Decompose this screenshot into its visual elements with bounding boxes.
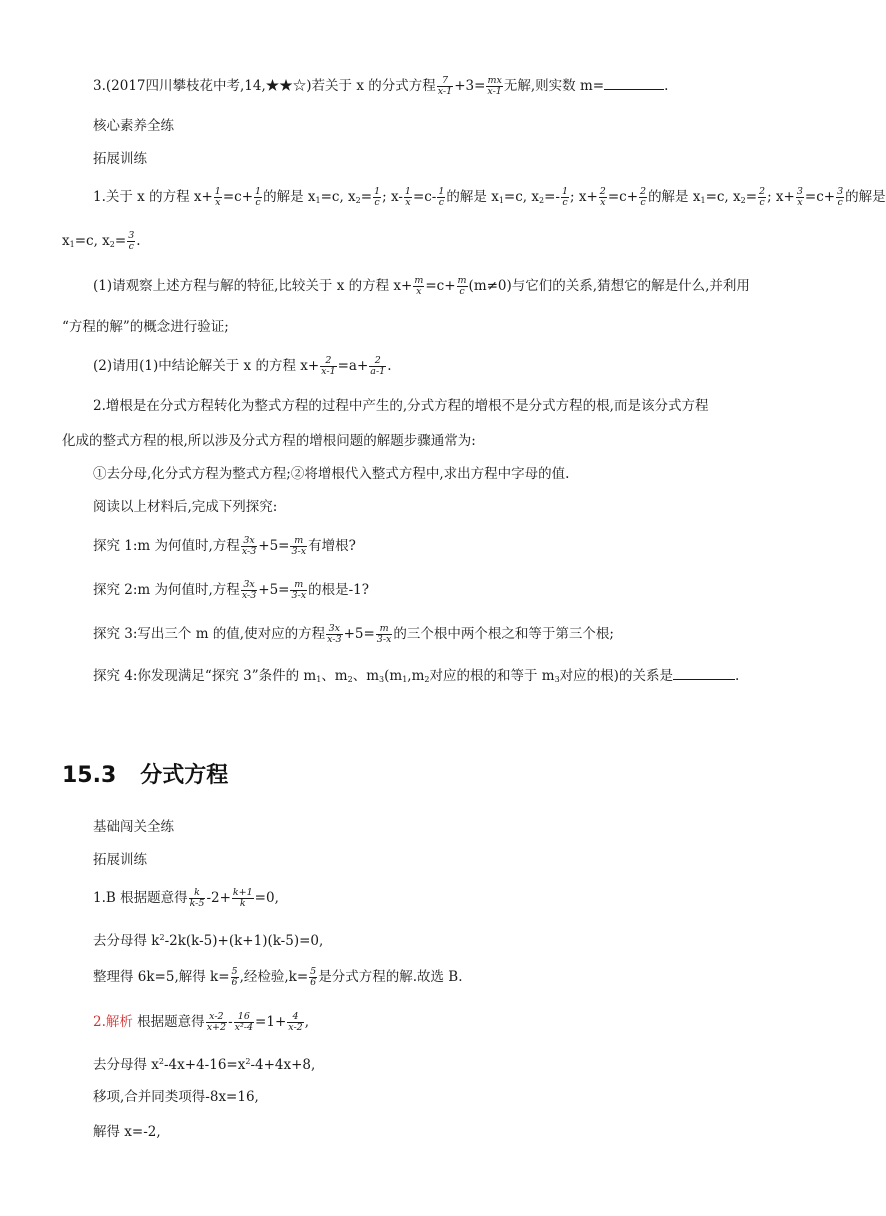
- denominator: x-3: [241, 590, 257, 601]
- text: -2+: [206, 890, 231, 906]
- denominator: x-1: [487, 86, 502, 97]
- numerator: 1: [438, 186, 445, 197]
- numerator: 1: [404, 186, 411, 197]
- fraction: [599, 187, 607, 208]
- text: .: [387, 358, 392, 374]
- text: 探究 1:m 为何值时,方程: [93, 538, 240, 554]
- denominator: 3-x: [291, 546, 307, 557]
- answer-1-line3: [93, 967, 808, 988]
- denominator: a-1: [370, 366, 386, 377]
- text: (m≠0)与它们的关系,猜想它的解是什么,并利用: [468, 278, 750, 294]
- fraction: [189, 888, 206, 909]
- subscript: 1: [498, 196, 504, 205]
- denominator: x: [797, 197, 803, 208]
- problem-1-part1: [93, 276, 808, 297]
- denominator: x: [413, 286, 424, 297]
- text: ,: [304, 1014, 310, 1030]
- subscript: 2: [355, 196, 361, 205]
- numerator: m: [457, 275, 467, 286]
- fraction: [206, 1012, 227, 1033]
- fraction: [232, 888, 254, 909]
- subscript: 2: [424, 675, 430, 684]
- text: =: [114, 233, 127, 249]
- fraction: [486, 76, 502, 97]
- text: 根据题意得: [132, 1014, 205, 1030]
- denominator: 6: [231, 977, 238, 988]
- subscript: 3: [554, 675, 560, 684]
- subscript: 1: [69, 240, 75, 249]
- section-heading-title: 分式方程: [140, 763, 229, 788]
- numerator: 3: [837, 186, 844, 197]
- numerator: 1: [561, 186, 569, 197]
- denominator: k: [232, 898, 254, 909]
- fraction: [231, 967, 239, 988]
- text: -4x+4-16=x: [164, 1057, 246, 1073]
- superscript: 2: [158, 1057, 164, 1066]
- numerator: 2: [374, 355, 381, 366]
- denominator: x-3: [327, 634, 342, 645]
- fraction: [309, 967, 317, 988]
- fraction: [437, 76, 453, 97]
- numerator: m: [414, 275, 424, 286]
- text: 有增根?: [308, 538, 356, 554]
- text: =c, x: [320, 189, 356, 205]
- explore-2: [93, 580, 808, 601]
- fraction: [241, 580, 257, 601]
- numerator: mx: [487, 75, 502, 86]
- section-heading: [62, 758, 228, 789]
- superscript: 2: [159, 933, 165, 942]
- numerator: 3: [796, 186, 803, 197]
- text: ; x-: [382, 189, 403, 205]
- text: 整理得 6k=5,解得 k=: [93, 969, 230, 985]
- fraction: [836, 187, 844, 208]
- text: 探究 2:m 为何值时,方程: [93, 582, 240, 598]
- text: 对应的根的和等于 m: [429, 668, 555, 684]
- fraction: [639, 187, 647, 208]
- answer-2-line2: [93, 1052, 808, 1075]
- denominator: c: [438, 197, 445, 208]
- subscript: 1: [402, 675, 408, 684]
- text: (2)请用(1)中结论解关于 x 的方程 x+: [93, 358, 320, 374]
- denominator: c: [255, 197, 261, 208]
- fraction: [234, 1012, 254, 1033]
- text: 的三个根中两个根之和等于第三个根;: [393, 626, 614, 642]
- subscript: 1: [315, 196, 321, 205]
- fraction: [127, 231, 135, 252]
- text: +3=: [454, 78, 486, 94]
- subscript: 2: [740, 196, 746, 205]
- text: 、m: [321, 668, 348, 684]
- fraction: [214, 187, 222, 208]
- subscript: 3: [379, 675, 385, 684]
- answer-2-line1: [93, 1012, 808, 1033]
- text: -2k(k-5)+(k+1)(k-5)=0,: [164, 933, 324, 949]
- text: =: [745, 189, 758, 205]
- text: .: [734, 668, 740, 684]
- denominator: x-3: [241, 546, 257, 557]
- text: x: [62, 233, 70, 249]
- fraction: [404, 187, 412, 208]
- problem-1-part2: [93, 356, 808, 377]
- fraction: [254, 187, 262, 208]
- text: (m: [384, 668, 403, 684]
- answer-1-line2: [93, 928, 808, 951]
- denominator: c: [128, 241, 134, 252]
- numerator: 1: [255, 186, 262, 197]
- numerator: 3x: [328, 623, 341, 634]
- text: 、m: [352, 668, 380, 684]
- numerator: k+1: [232, 887, 253, 898]
- denominator: c: [374, 197, 380, 208]
- answer-blank[interactable]: [673, 667, 735, 680]
- answer-2-line4: 解得 x=-2,: [93, 1124, 161, 1140]
- text: +5=: [343, 626, 375, 642]
- fraction: [369, 356, 386, 377]
- numerator: 2: [640, 186, 647, 197]
- answer-blank[interactable]: [604, 77, 664, 90]
- answer-1-line1: [93, 888, 808, 909]
- subscript: 2: [109, 240, 115, 249]
- text: ,经检验,k=: [239, 969, 309, 985]
- text: -4+4x+8,: [250, 1057, 316, 1073]
- numerator: m: [294, 579, 304, 590]
- denominator: x: [405, 197, 411, 208]
- denominator: x-2: [288, 1022, 303, 1033]
- explore-3: [93, 624, 808, 645]
- numerator: 7: [441, 75, 448, 86]
- numerator: 5: [310, 966, 317, 977]
- text: -: [228, 1014, 233, 1030]
- text: =c+: [222, 189, 254, 205]
- text: 3.(2017四川攀枝花中考,14,★★☆)若关于 x 的分式方程: [93, 78, 436, 94]
- text: 无解,则实数 m=: [503, 78, 605, 94]
- problem-1-part1-line2: “方程的解”的概念进行验证;: [62, 319, 229, 335]
- text: 的解是 x: [648, 189, 701, 205]
- text: 1.B 根据题意得: [93, 890, 188, 906]
- denominator: x+2: [206, 1022, 227, 1033]
- numerator: 2: [599, 186, 606, 197]
- fraction: [376, 624, 393, 645]
- text: +5=: [258, 582, 290, 598]
- text: .: [664, 78, 669, 94]
- text: 去分母得 k: [93, 933, 160, 949]
- section-title: 基础闯关全练: [93, 819, 174, 835]
- text: ; x+: [570, 189, 598, 205]
- subscript: 2: [539, 196, 545, 205]
- fraction: [373, 187, 381, 208]
- text: =c+: [804, 189, 836, 205]
- fraction: [290, 580, 307, 601]
- text: (1)请观察上述方程与解的特征,比较关于 x 的方程 x+: [93, 278, 413, 294]
- numerator: 2: [325, 355, 332, 366]
- fraction: [326, 624, 342, 645]
- text: =c-: [412, 189, 437, 205]
- fraction: [758, 187, 766, 208]
- fraction: [457, 276, 468, 297]
- numerator: x-2: [209, 1011, 224, 1022]
- numerator: 1: [374, 186, 381, 197]
- superscript: 2: [245, 1057, 251, 1066]
- subscript: 1: [316, 675, 322, 684]
- subscript: 1: [700, 196, 706, 205]
- text: =0,: [254, 890, 279, 906]
- text: +5=: [258, 538, 290, 554]
- problem-2-line4: 阅读以上材料后,完成下列探究:: [93, 499, 278, 515]
- analysis-label: 2.解析: [93, 1014, 133, 1030]
- section-subtitle: 拓展训练: [93, 852, 147, 868]
- text: =-: [544, 189, 560, 205]
- fraction: [290, 536, 307, 557]
- denominator: c: [640, 197, 646, 208]
- denominator: x: [215, 197, 221, 208]
- fraction: [241, 536, 257, 557]
- numerator: m: [294, 535, 304, 546]
- problem-2-line2: 化成的整式方程的根,所以涉及分式方程的增根问题的解题步骤通常为:: [62, 433, 476, 449]
- denominator: x²-4: [234, 1022, 254, 1033]
- text: ,m: [407, 668, 425, 684]
- text: =c, x: [705, 189, 741, 205]
- denominator: k-5: [189, 898, 205, 909]
- text: =a+: [337, 358, 369, 374]
- text: =c+: [425, 278, 456, 294]
- text: 1.关于 x 的方程 x+: [93, 189, 213, 205]
- denominator: 6: [310, 977, 317, 988]
- section-number: 15.3: [62, 763, 117, 788]
- numerator: k: [194, 887, 200, 898]
- text: 探究 4:你发现满足“探究 3”条件的 m: [93, 668, 317, 684]
- denominator: x: [600, 197, 606, 208]
- numerator: 16: [237, 1011, 250, 1022]
- denominator: 3-x: [376, 634, 392, 645]
- text: 的解是: [845, 189, 886, 205]
- problem-1-line1: [93, 186, 886, 211]
- denominator: x-1: [321, 366, 336, 377]
- fraction: [796, 187, 804, 208]
- numerator: 3x: [243, 579, 255, 590]
- numerator: 3: [128, 230, 135, 241]
- subscript: 2: [347, 675, 353, 684]
- text: =1+: [255, 1014, 287, 1030]
- problem-1-line2: [62, 231, 808, 255]
- fraction: [287, 1012, 303, 1033]
- answer-2-line3: 移项,合并同类项得-8x=16,: [93, 1089, 259, 1105]
- fraction: [437, 187, 445, 208]
- denominator: c: [759, 197, 765, 208]
- denominator: c: [457, 286, 468, 297]
- denominator: c: [837, 197, 843, 208]
- explore-4: [93, 666, 808, 690]
- numerator: 2: [759, 186, 766, 197]
- section-subtitle: 拓展训练: [93, 151, 147, 167]
- text: 是分式方程的解.故选 B.: [318, 969, 463, 985]
- problem-2-line3: ①去分母,化分式方程为整式方程;②将增根代入整式方程中,求出方程中字母的值.: [93, 466, 570, 482]
- text: =: [360, 189, 373, 205]
- numerator: 5: [231, 966, 238, 977]
- problem-3: [93, 76, 808, 97]
- numerator: 3x: [243, 535, 255, 546]
- text: ; x+: [767, 189, 795, 205]
- explore-1: [93, 536, 808, 557]
- text: 的根是-1?: [308, 582, 369, 598]
- denominator: x-1: [437, 86, 453, 97]
- numerator: 1: [214, 186, 221, 197]
- text: 的解是 x: [446, 189, 499, 205]
- fraction: [320, 356, 336, 377]
- text: 的解是 x: [263, 189, 316, 205]
- text: 去分母得 x: [93, 1057, 159, 1073]
- text: =c+: [607, 189, 639, 205]
- section-title: 核心素养全练: [93, 118, 174, 134]
- denominator: c: [562, 197, 568, 208]
- text: 探究 3:写出三个 m 的值,使对应的方程: [93, 626, 326, 642]
- denominator: 3-x: [291, 590, 307, 601]
- text: .: [136, 233, 141, 249]
- numerator: 4: [292, 1011, 299, 1022]
- numerator: m: [379, 623, 389, 634]
- fraction: [413, 276, 424, 297]
- fraction: [561, 187, 569, 208]
- text: =c, x: [503, 189, 539, 205]
- text: =c, x: [74, 233, 110, 249]
- problem-2-line1: 2.增根是在分式方程转化为整式方程的过程中产生的,分式方程的增根不是分式方程的根,而是该分式方程: [93, 398, 709, 414]
- text: 对应的根)的关系是: [559, 668, 673, 684]
